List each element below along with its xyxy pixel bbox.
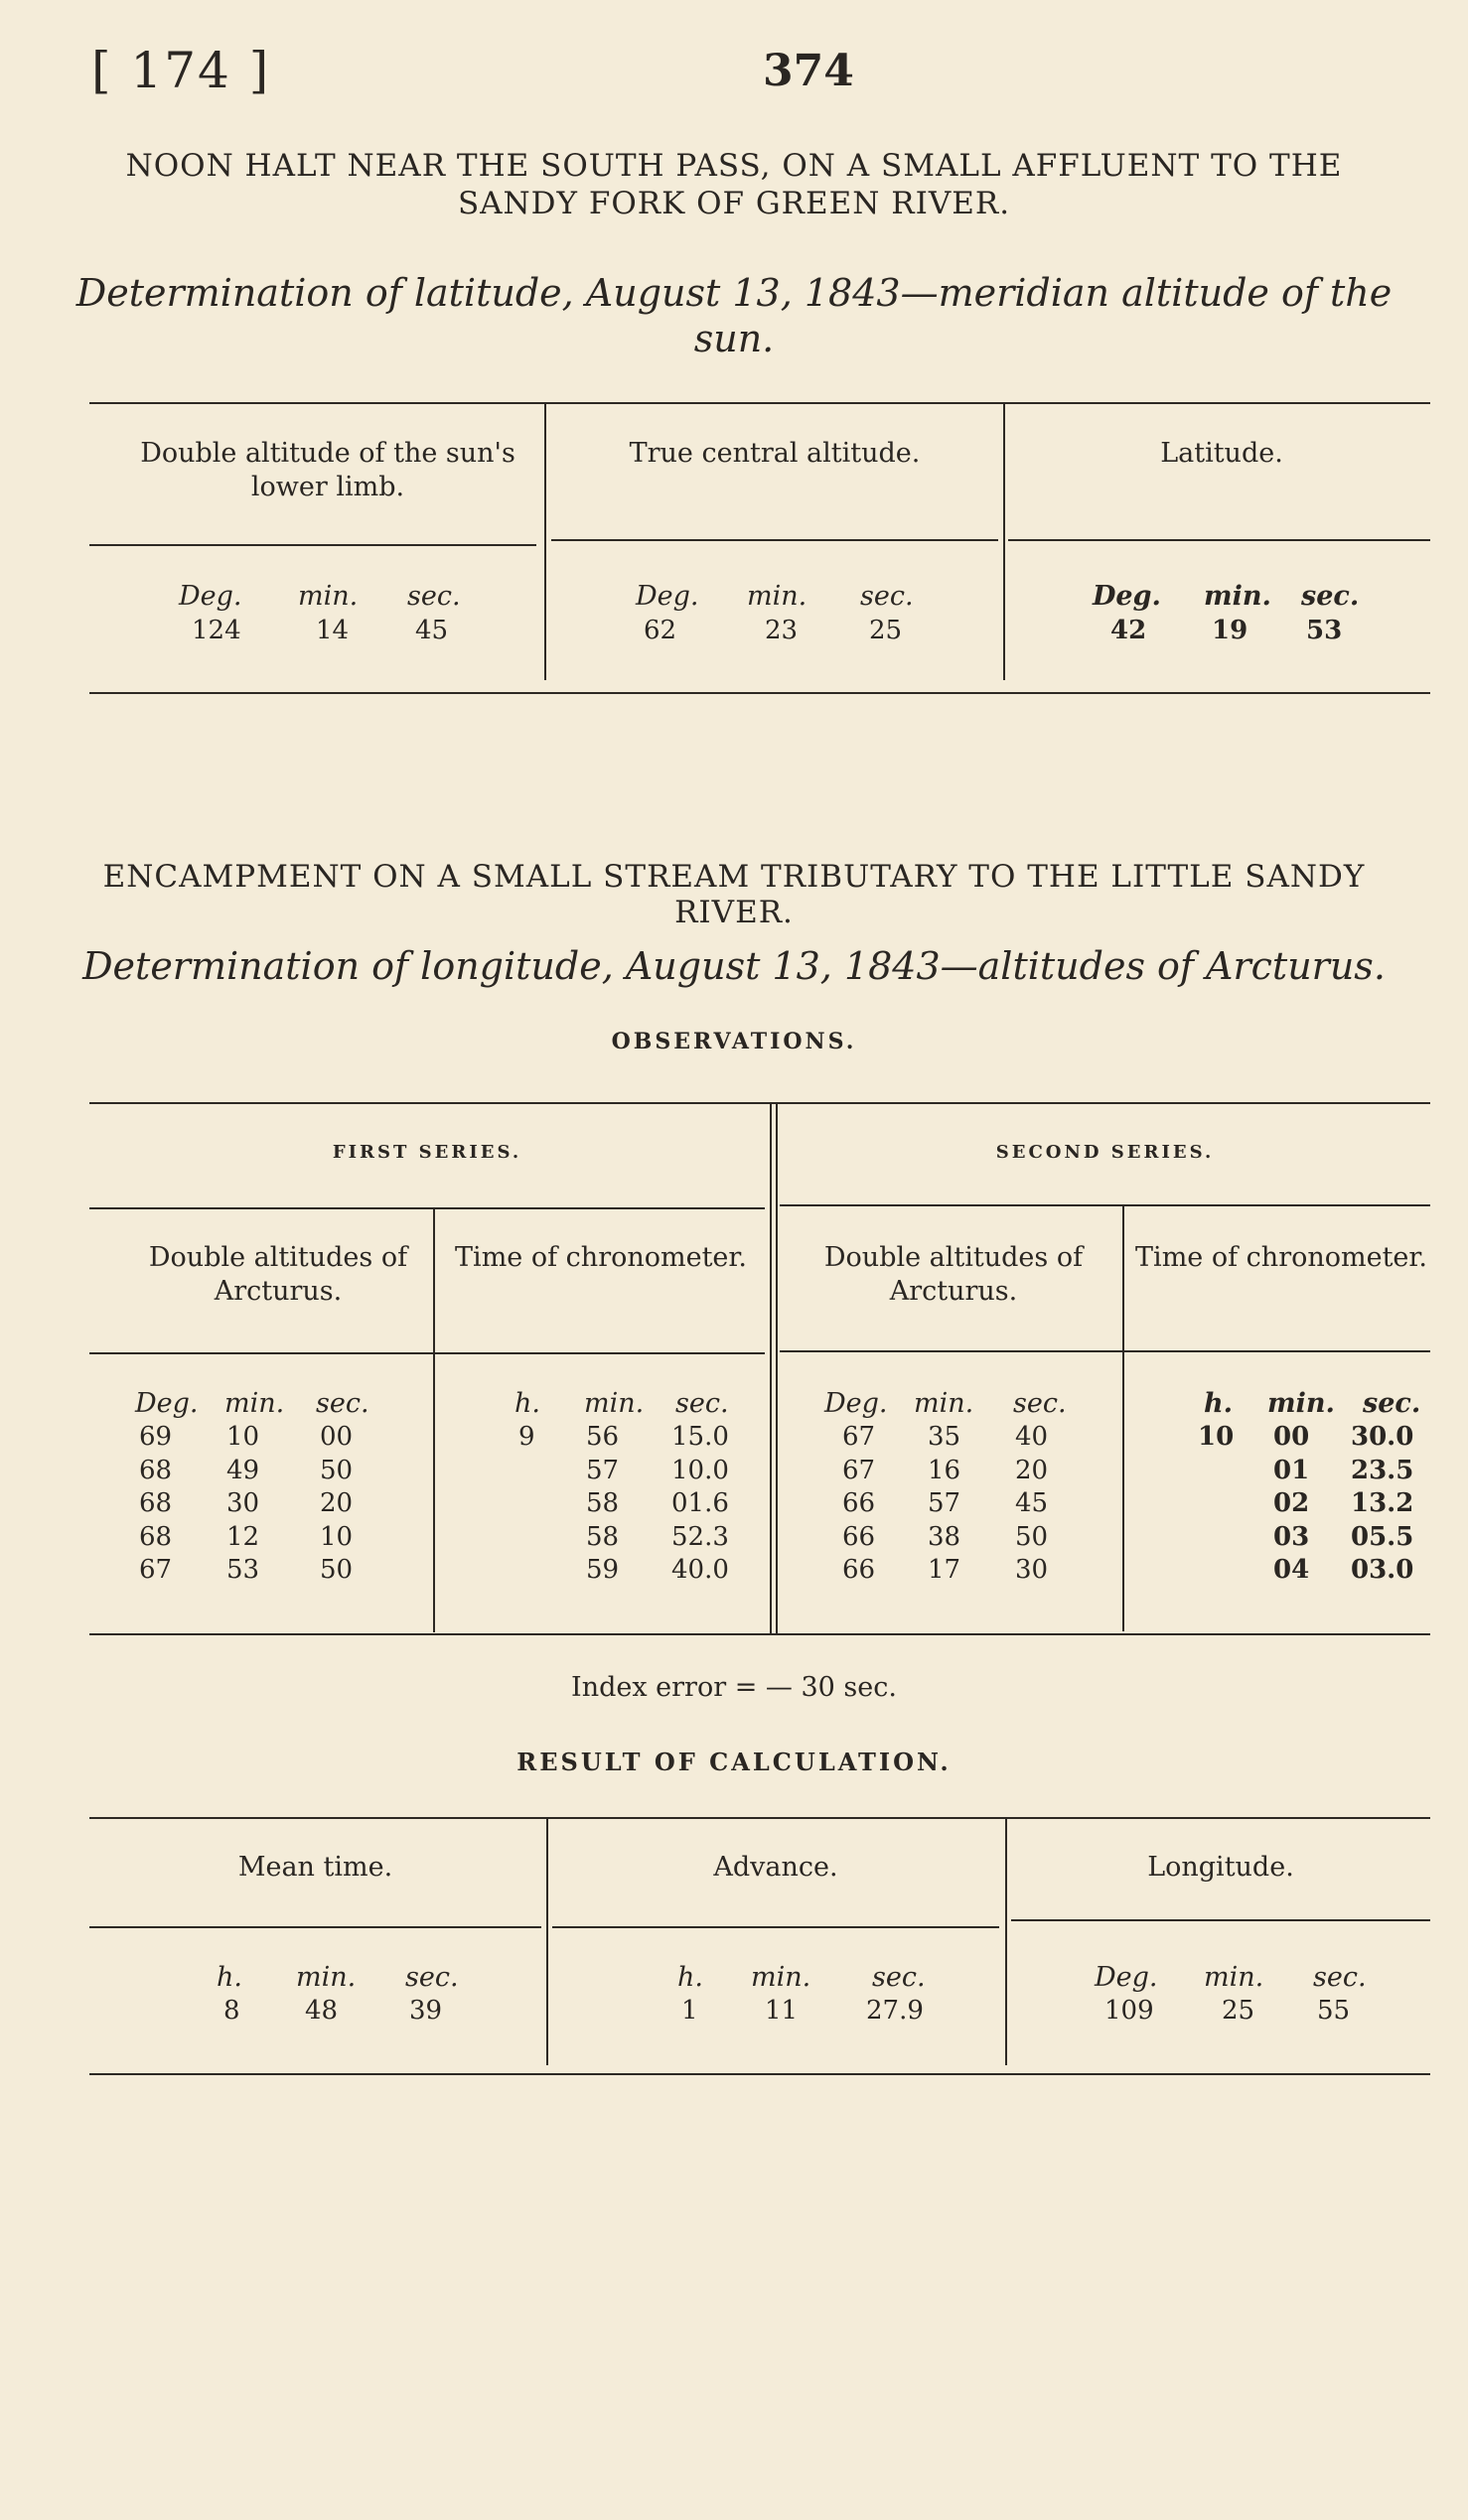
second-alt-row3-c: 45 xyxy=(1015,1488,1049,1518)
observations-label: OBSERVATIONS. xyxy=(611,1029,857,1054)
first-series-label: FIRST SERIES. xyxy=(332,1142,522,1163)
lat-col1-unit-min: min. xyxy=(298,581,359,612)
first-alt-row4-c: 10 xyxy=(320,1521,354,1552)
first-alt-row5-a: 67 xyxy=(139,1555,173,1585)
first-time-row5-c: 40.0 xyxy=(671,1555,729,1585)
obs-col1-header: Double altitudes of Arcturus. xyxy=(148,1242,408,1307)
first-alt-row2-c: 50 xyxy=(320,1455,354,1485)
result-col2-min: 11 xyxy=(765,1996,799,2026)
second-time-row1-c: 30.0 xyxy=(1351,1422,1414,1452)
lat-col2-sec: 25 xyxy=(869,616,903,645)
first-alt-row4-b: 12 xyxy=(226,1521,260,1552)
lat-col3-unit-sec: sec. xyxy=(1301,581,1360,612)
obs-col2-unit-min: min. xyxy=(584,1388,645,1419)
second-alt-row4-a: 66 xyxy=(842,1521,876,1552)
second-alt-row5-a: 66 xyxy=(842,1555,876,1585)
obs-col3-unit-deg: Deg. xyxy=(824,1388,888,1419)
lat-col1-sec: 45 xyxy=(415,616,449,645)
first-time-row1-b: 56 xyxy=(586,1422,620,1452)
first-time-row5-b: 59 xyxy=(586,1555,620,1585)
page-number: 374 xyxy=(763,46,854,96)
second-time-row1-b: 00 xyxy=(1273,1422,1310,1452)
obs-col2-header: Time of chronometer. xyxy=(455,1242,747,1273)
result-col2-unit-h: h. xyxy=(677,1962,703,1993)
second-time-row5-c: 03.0 xyxy=(1351,1555,1414,1585)
obs-col2-unit-h: h. xyxy=(514,1388,540,1419)
second-alt-row1-b: 35 xyxy=(928,1422,961,1452)
result-col2-h: 1 xyxy=(681,1996,698,2026)
result-col3-unit-min: min. xyxy=(1204,1962,1264,1993)
lat-col3-sec: 53 xyxy=(1306,616,1343,645)
lat-col1-unit-deg: Deg. xyxy=(179,581,242,612)
second-time-row2-c: 23.5 xyxy=(1351,1455,1414,1485)
result-col1-min: 48 xyxy=(305,1996,339,2026)
second-time-row2-b: 01 xyxy=(1273,1455,1310,1485)
first-time-row3-b: 58 xyxy=(586,1488,620,1518)
result-col3-header: Longitude. xyxy=(1147,1852,1294,1883)
result-col2-unit-min: min. xyxy=(751,1962,811,1993)
obs-col4-unit-h: h. xyxy=(1204,1388,1234,1419)
lat-col3-unit-deg: Deg. xyxy=(1093,581,1161,612)
lat-col2-unit-sec: sec. xyxy=(860,581,914,612)
obs-col2-unit-sec: sec. xyxy=(675,1388,729,1419)
first-alt-row1-c: 00 xyxy=(320,1422,354,1452)
first-time-row1-a: 9 xyxy=(518,1422,535,1452)
result-col2-unit-sec: sec. xyxy=(872,1962,926,1993)
first-alt-row1-b: 10 xyxy=(226,1422,260,1452)
result-col3-unit-sec: sec. xyxy=(1313,1962,1367,1993)
second-alt-row1-c: 40 xyxy=(1015,1422,1049,1452)
second-alt-row2-b: 16 xyxy=(928,1455,961,1485)
result-label: RESULT OF CALCULATION. xyxy=(516,1748,952,1776)
second-alt-row4-c: 50 xyxy=(1015,1521,1049,1552)
result-col3-unit-deg: Deg. xyxy=(1095,1962,1158,1993)
result-col3-min: 25 xyxy=(1222,1996,1255,2026)
first-alt-row5-b: 53 xyxy=(226,1555,260,1585)
obs-col1-unit-sec: sec. xyxy=(316,1388,369,1419)
second-alt-row5-b: 17 xyxy=(928,1555,961,1585)
first-time-row2-b: 57 xyxy=(586,1455,620,1485)
first-time-row2-c: 10.0 xyxy=(671,1455,729,1485)
section1-subheading-line2: sun. xyxy=(693,317,775,360)
second-alt-row4-b: 38 xyxy=(928,1521,961,1552)
first-alt-row4-a: 68 xyxy=(139,1521,173,1552)
result-col3-deg: 109 xyxy=(1104,1996,1154,2026)
result-col2-header: Advance. xyxy=(713,1852,838,1883)
first-alt-row1-a: 69 xyxy=(139,1422,173,1452)
section2-heading-line2: RIVER. xyxy=(674,895,794,930)
lat-col3-min: 19 xyxy=(1212,616,1248,645)
first-alt-row2-b: 49 xyxy=(226,1455,260,1485)
lat-col1-deg: 124 xyxy=(192,616,241,645)
result-col1-unit-sec: sec. xyxy=(405,1962,459,1993)
lat-col1-unit-sec: sec. xyxy=(407,581,461,612)
obs-col3-unit-min: min. xyxy=(914,1388,974,1419)
obs-col4-header: Time of chronometer. xyxy=(1135,1242,1427,1273)
first-alt-row2-a: 68 xyxy=(139,1455,173,1485)
first-alt-row3-a: 68 xyxy=(139,1488,173,1518)
second-time-row1-a: 10 xyxy=(1198,1422,1235,1452)
first-time-row3-c: 01.6 xyxy=(671,1488,729,1518)
section1-subheading-line1: Determination of latitude, August 13, 1843—meridian altitude of the xyxy=(75,271,1393,315)
obs-col3-header: Double altitudes of Arcturus. xyxy=(823,1242,1084,1307)
second-time-row3-c: 13.2 xyxy=(1351,1488,1414,1518)
obs-col4-unit-min: min. xyxy=(1267,1388,1335,1419)
second-series-label: SECOND SERIES. xyxy=(995,1142,1215,1163)
section2-heading-line1: ENCAMPMENT ON A SMALL STREAM TRIBUTARY TO THE LITTLE SANDY xyxy=(102,859,1366,895)
obs-col1-unit-deg: Deg. xyxy=(135,1388,199,1419)
section1-heading-line2: SANDY FORK OF GREEN RIVER. xyxy=(457,186,1011,221)
second-time-row4-c: 05.5 xyxy=(1351,1521,1414,1552)
section1-heading-line1: NOON HALT NEAR THE SOUTH PASS, ON A SMALL AFFLUENT TO THE xyxy=(125,148,1343,184)
second-alt-row1-a: 67 xyxy=(842,1422,876,1452)
page-reference: [ 174 ] xyxy=(91,42,271,99)
second-alt-row3-a: 66 xyxy=(842,1488,876,1518)
section2-subheading: Determination of longitude, August 13, 1843—altitudes of Arcturus. xyxy=(82,944,1386,988)
result-col1-sec: 39 xyxy=(409,1996,443,2026)
lat-col3-unit-min: min. xyxy=(1204,581,1271,612)
lat-col2-unit-deg: Deg. xyxy=(636,581,699,612)
first-time-row4-c: 52.3 xyxy=(671,1521,729,1552)
index-error-note: Index error = — 30 sec. xyxy=(571,1672,897,1703)
lat-col2-min: 23 xyxy=(765,616,799,645)
result-col3-sec: 55 xyxy=(1317,1996,1351,2026)
first-time-row4-b: 58 xyxy=(586,1521,620,1552)
result-col1-unit-min: min. xyxy=(296,1962,357,1993)
first-time-row1-c: 15.0 xyxy=(671,1422,729,1452)
first-alt-row5-c: 50 xyxy=(320,1555,354,1585)
second-time-row5-b: 04 xyxy=(1273,1555,1310,1585)
second-time-row3-b: 02 xyxy=(1273,1488,1310,1518)
second-time-row4-b: 03 xyxy=(1273,1521,1310,1552)
lat-col2-deg: 62 xyxy=(644,616,677,645)
lat-col2-unit-min: min. xyxy=(747,581,807,612)
lat-col1-header: Double altitude of the sun's lower limb. xyxy=(140,438,515,502)
obs-col4-unit-sec: sec. xyxy=(1363,1388,1421,1419)
second-alt-row3-b: 57 xyxy=(928,1488,961,1518)
lat-col2-header: True central altitude. xyxy=(629,438,921,469)
first-alt-row3-c: 20 xyxy=(320,1488,354,1518)
second-alt-row5-c: 30 xyxy=(1015,1555,1049,1585)
result-col1-h: 8 xyxy=(223,1996,240,2026)
obs-col3-unit-sec: sec. xyxy=(1013,1388,1067,1419)
result-col1-header: Mean time. xyxy=(237,1852,393,1883)
lat-col1-min: 14 xyxy=(316,616,350,645)
second-alt-row2-a: 67 xyxy=(842,1455,876,1485)
lat-col3-header: Latitude. xyxy=(1160,438,1283,469)
result-col2-sec: 27.9 xyxy=(866,1996,924,2026)
result-col1-unit-h: h. xyxy=(217,1962,242,1993)
first-alt-row3-b: 30 xyxy=(226,1488,260,1518)
second-alt-row2-c: 20 xyxy=(1015,1455,1049,1485)
lat-col3-deg: 42 xyxy=(1110,616,1147,645)
obs-col1-unit-min: min. xyxy=(224,1388,285,1419)
